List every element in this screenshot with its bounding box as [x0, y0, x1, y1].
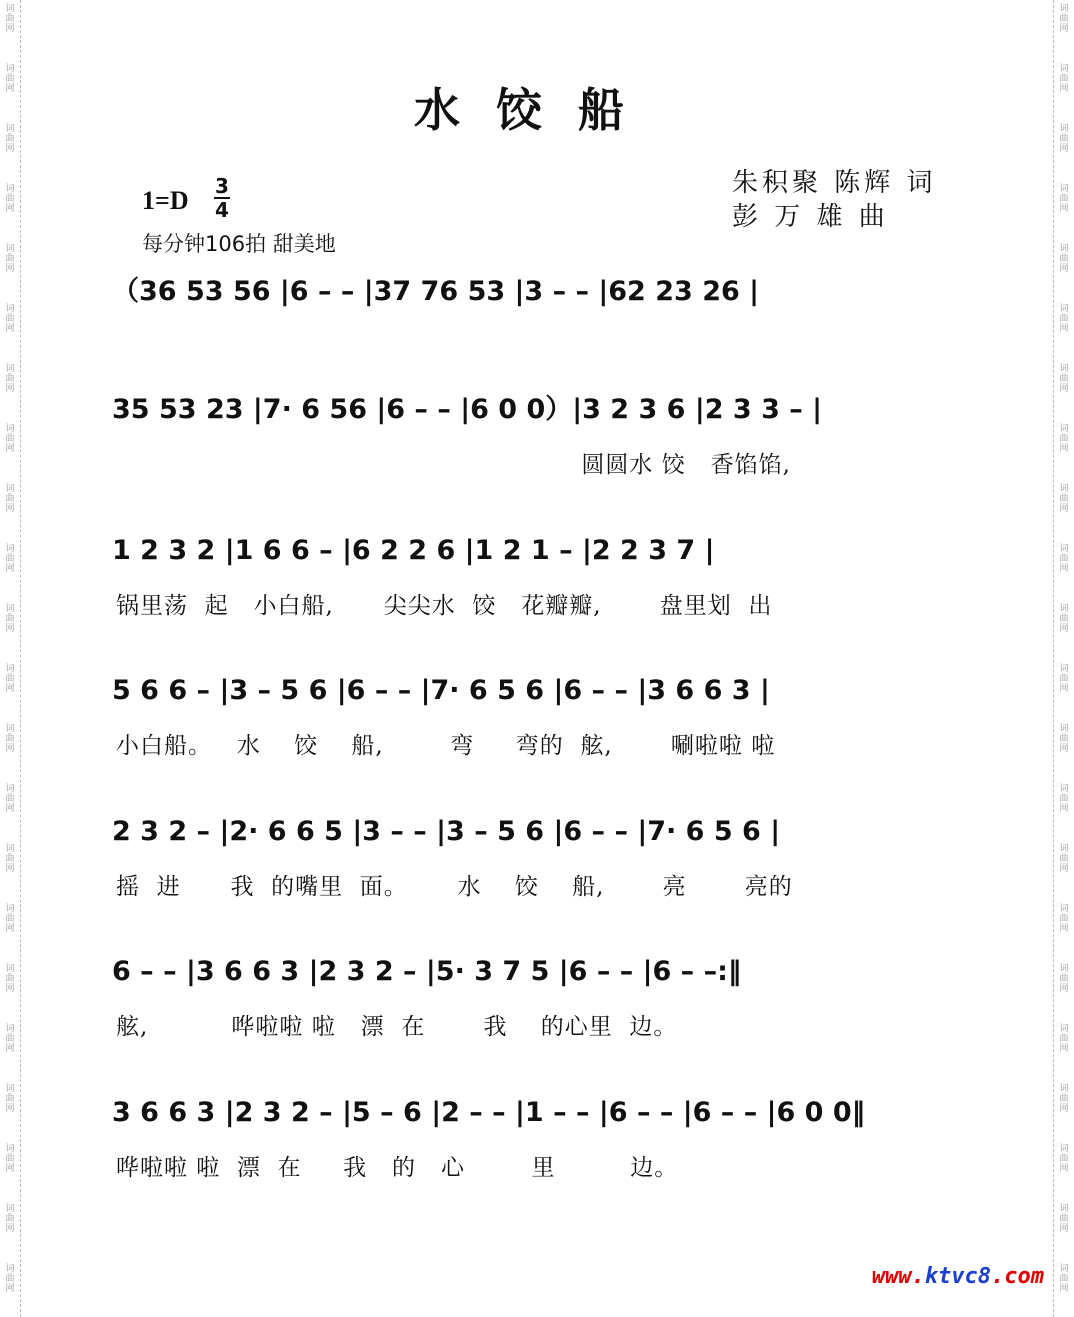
- margin-watermark: 词曲网: [1059, 544, 1069, 574]
- notation-row: 6 – – |3 6 6 3 |2 3 2 – |5· 3 7 5 |6 – – |6 – –:‖: [112, 956, 742, 987]
- margin-watermark: 词曲网: [5, 604, 15, 634]
- lyrics-row: 摇 进 我 的嘴里 面。 水 饺 船, 亮 亮的: [116, 874, 793, 900]
- margin-watermark: 词曲网: [1059, 784, 1069, 814]
- margin-watermark: 词曲网: [1059, 1264, 1069, 1294]
- margin-watermark: 词曲网: [5, 544, 15, 574]
- margin-watermark: 词曲网: [5, 664, 15, 694]
- margin-watermark: 词曲网: [1059, 1024, 1069, 1054]
- lyrics-row: 圆圆水 饺 香馅馅,: [116, 452, 791, 478]
- margin-watermark: 词曲网: [1059, 964, 1069, 994]
- margin-watermark: 词曲网: [1059, 424, 1069, 454]
- margin-watermark: 词曲网: [1059, 304, 1069, 334]
- margin-watermark: 词曲网: [5, 1264, 15, 1294]
- margin-watermark: 词曲网: [5, 184, 15, 214]
- margin-watermark: 词曲网: [1059, 844, 1069, 874]
- notation-row: 35 53 23 |7· 6 56 |6 – – |6 0 0）|3 2 3 6 |2 3 3 – |: [112, 394, 823, 425]
- margin-watermark: 词曲网: [5, 1084, 15, 1114]
- lyrics-row: 小白船。 水 饺 船, 弯 弯的 舷, 唰啦啦 啦: [116, 733, 776, 759]
- margin-watermark: 词曲网: [5, 1144, 15, 1174]
- margin-watermark: 词曲网: [1059, 724, 1069, 754]
- margin-watermark: 词曲网: [1059, 244, 1069, 274]
- margin-watermark: 词曲网: [1059, 484, 1069, 514]
- right-margin-strip: [1053, 0, 1074, 1317]
- notation-row: 2 3 2 – |2· 6 6 5 |3 – – |3 – 5 6 |6 – – |7· 6 5 6 |: [112, 816, 781, 847]
- time-sig-denominator: 4: [215, 198, 229, 222]
- notation-row: （36 53 56 |6 – – |37 76 53 |3 – – |62 23 26 |: [112, 276, 760, 307]
- lyrics-row: 哗啦啦 啦 漂 在 我 的 心 里 边。: [116, 1155, 679, 1181]
- margin-watermark: 词曲网: [1059, 64, 1069, 94]
- margin-watermark: 词曲网: [1059, 604, 1069, 634]
- key-signature: 1=D: [142, 186, 189, 215]
- tempo-marking: 每分钟106拍 甜美地: [142, 232, 336, 256]
- margin-watermark: 词曲网: [5, 904, 15, 934]
- site-part-c: .com: [991, 1264, 1044, 1289]
- margin-watermark: 词曲网: [1059, 904, 1069, 934]
- margin-watermark: 词曲网: [5, 484, 15, 514]
- margin-watermark: 词曲网: [1059, 1144, 1069, 1174]
- margin-watermark: 词曲网: [5, 1204, 15, 1234]
- notation-row: 5 6 6 – |3 – 5 6 |6 – – |7· 6 5 6 |6 – – |3 6 6 3 |: [112, 675, 770, 706]
- margin-watermark: 词曲网: [1059, 1084, 1069, 1114]
- margin-watermark: 词曲网: [5, 424, 15, 454]
- margin-watermark: 词曲网: [5, 964, 15, 994]
- margin-watermark: 词曲网: [1059, 664, 1069, 694]
- margin-watermark: 词曲网: [1059, 364, 1069, 394]
- margin-watermark: 词曲网: [1059, 4, 1069, 34]
- lyrics-row: 舷, 哗啦啦 啦 漂 在 我 的心里 边。: [116, 1014, 678, 1040]
- margin-watermark: 词曲网: [5, 244, 15, 274]
- margin-watermark: 词曲网: [5, 1024, 15, 1054]
- left-margin-strip: [0, 0, 21, 1317]
- site-part-a: www.: [871, 1264, 925, 1289]
- site-part-b: ktvc8: [924, 1264, 992, 1289]
- time-signature: [214, 176, 230, 220]
- song-title: 水饺船: [414, 83, 660, 137]
- margin-watermark: 词曲网: [5, 724, 15, 754]
- lyrics-row: 锅里荡 起 小白船, 尖尖水 饺 花瓣瓣, 盘里划 出: [116, 593, 773, 619]
- time-sig-numerator: 3: [215, 174, 229, 198]
- margin-watermark: 词曲网: [5, 784, 15, 814]
- credits: [732, 166, 937, 234]
- margin-watermark: 词曲网: [1059, 1204, 1069, 1234]
- composer-credit: 彭 万 雄 曲: [732, 202, 889, 232]
- notation-row: 3 6 6 3 |2 3 2 – |5 – 6 |2 – – |1 – – |6 – – |6 – – |6 0 0‖: [112, 1097, 866, 1128]
- notation-row: 1 2 3 2 |1 6 6 – |6 2 2 6 |1 2 1 – |2 2 3 7 |: [112, 535, 715, 566]
- margin-watermark: 词曲网: [1059, 124, 1069, 154]
- margin-watermark: 词曲网: [5, 364, 15, 394]
- margin-watermark: 词曲网: [5, 124, 15, 154]
- margin-watermark: 词曲网: [5, 64, 15, 94]
- margin-watermark: 词曲网: [5, 844, 15, 874]
- margin-watermark: 词曲网: [5, 304, 15, 334]
- site-watermark-link[interactable]: [872, 1264, 1044, 1289]
- margin-watermark: 词曲网: [1059, 184, 1069, 214]
- margin-watermark: 词曲网: [5, 4, 15, 34]
- lyricist-credit: 朱积聚 陈辉 词: [732, 168, 937, 198]
